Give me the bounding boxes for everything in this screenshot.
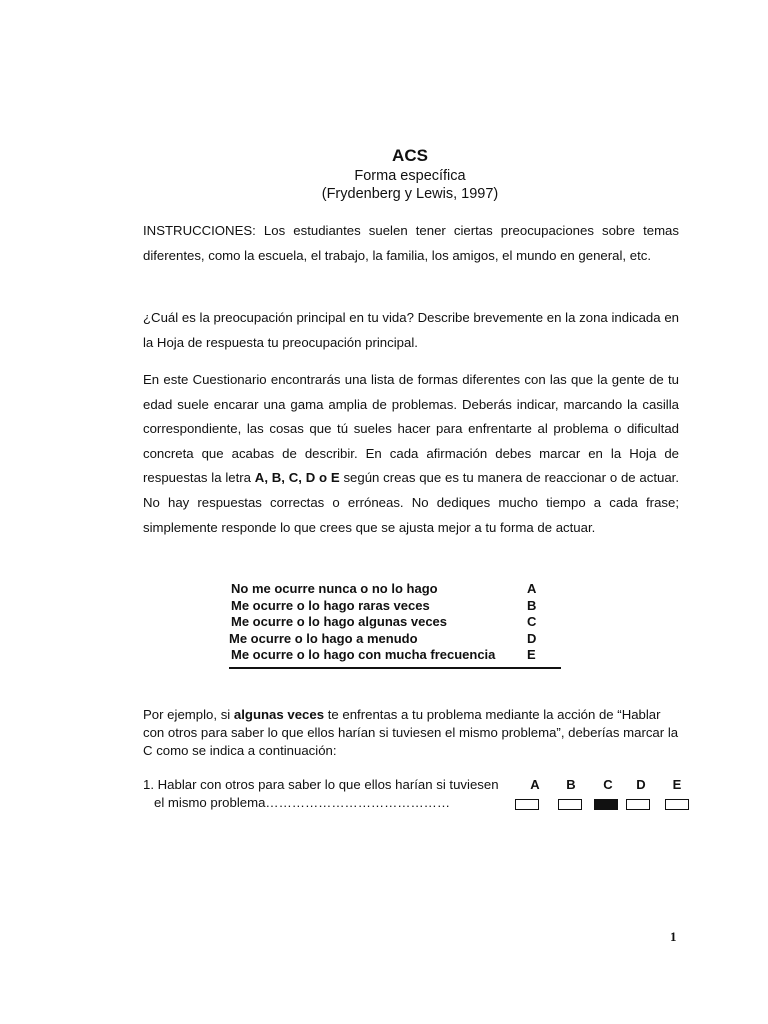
scale-key: B [527,597,537,613]
item-text-line1: 1. Hablar con otros para saber lo que ellos harían si tuviesen [143,777,499,792]
scale-row [229,614,561,631]
answer-box-c[interactable] [594,799,618,810]
option-letter-c: C [603,777,613,792]
scale-row [229,631,561,648]
scale-label: Me ocurre o lo hago con mucha frecuencia [231,647,496,662]
document-subtitle: Forma específica [354,168,466,184]
example-frequency: algunas veces [233,707,325,722]
scale-label: Me ocurre o lo hago raras veces [231,597,430,613]
example-text-end: te enfrentas a tu problema mediante la acción de “Hablar con otros para saber lo que ellos harían si tuviesen el mismo problema”, deberías marcar la C como se indica a continuación: [143,707,679,758]
document-citation: (Frydenberg y Lewis, 1997) [321,186,499,202]
answer-options [512,777,697,817]
answer-box-d[interactable] [626,799,650,810]
example-text-start: Por ejemplo, si [143,707,234,722]
main-concern-paragraph: ¿Cuál es la preocupación principal en tu vida? Describe brevemente en la zona indicada en la Hoja de respuesta tu preocupación principal. [143,310,679,350]
scale-key: E [527,647,536,662]
item-text-line2: el mismo problema…………………………………… [154,795,451,810]
scale-label: No me ocurre nunca o no lo hago [231,581,438,596]
scale-label: Me ocurre o lo hago algunas veces [231,614,448,629]
scale-row [229,647,561,664]
answer-box-b[interactable] [558,799,582,810]
scale-row [229,581,561,598]
scale-key: D [527,630,537,646]
answer-box-a[interactable] [515,799,539,810]
questionnaire-paragraph [143,368,679,540]
instructions-paragraph: INSTRUCCIONES: Los estudiantes suelen tener ciertas preocupaciones sobre temas diferentes, como la escuela, el trabajo, la familia, los amigos, el mundo en general, etc. [143,223,679,263]
example-item [143,776,523,812]
option-letter-e: E [672,777,682,792]
option-letter-d: D [636,777,646,792]
scale-label: Me ocurre o lo hago a menudo [229,630,418,646]
option-letter-b: B [566,777,576,792]
scale-key: A [527,581,537,596]
option-letter-a: A [530,777,540,792]
questionnaire-text-end: según creas que es tu manera de reaccionar o de actuar. No hay respuestas correctas o erróneas. No dediques mucho tiempo a cada frase; simplemente responde lo que crees que se ajusta mejor a tu forma de actuar. [143,470,679,535]
answer-letters: A, B, C, D o E [254,470,340,486]
document-title: ACS [392,146,428,165]
questionnaire-text-start: En este Cuestionario encontrarás una lista de formas diferentes con las que la gente de tu edad suele encarar una gama amplia de problemas. Deberás indicar, marcando la casilla correspondiente, las cosas que tú sueles hacer para enfrentarte al problema o dificultad concreta que acabas de describir. En cada afirmación debes marcar en la Hoja de respuestas la letra [143,372,679,486]
example-paragraph [143,706,683,760]
page-number: 1 [670,929,677,944]
scale-key: C [527,614,537,629]
scale-row [229,598,561,615]
answer-box-e[interactable] [665,799,689,810]
response-scale [229,581,561,669]
